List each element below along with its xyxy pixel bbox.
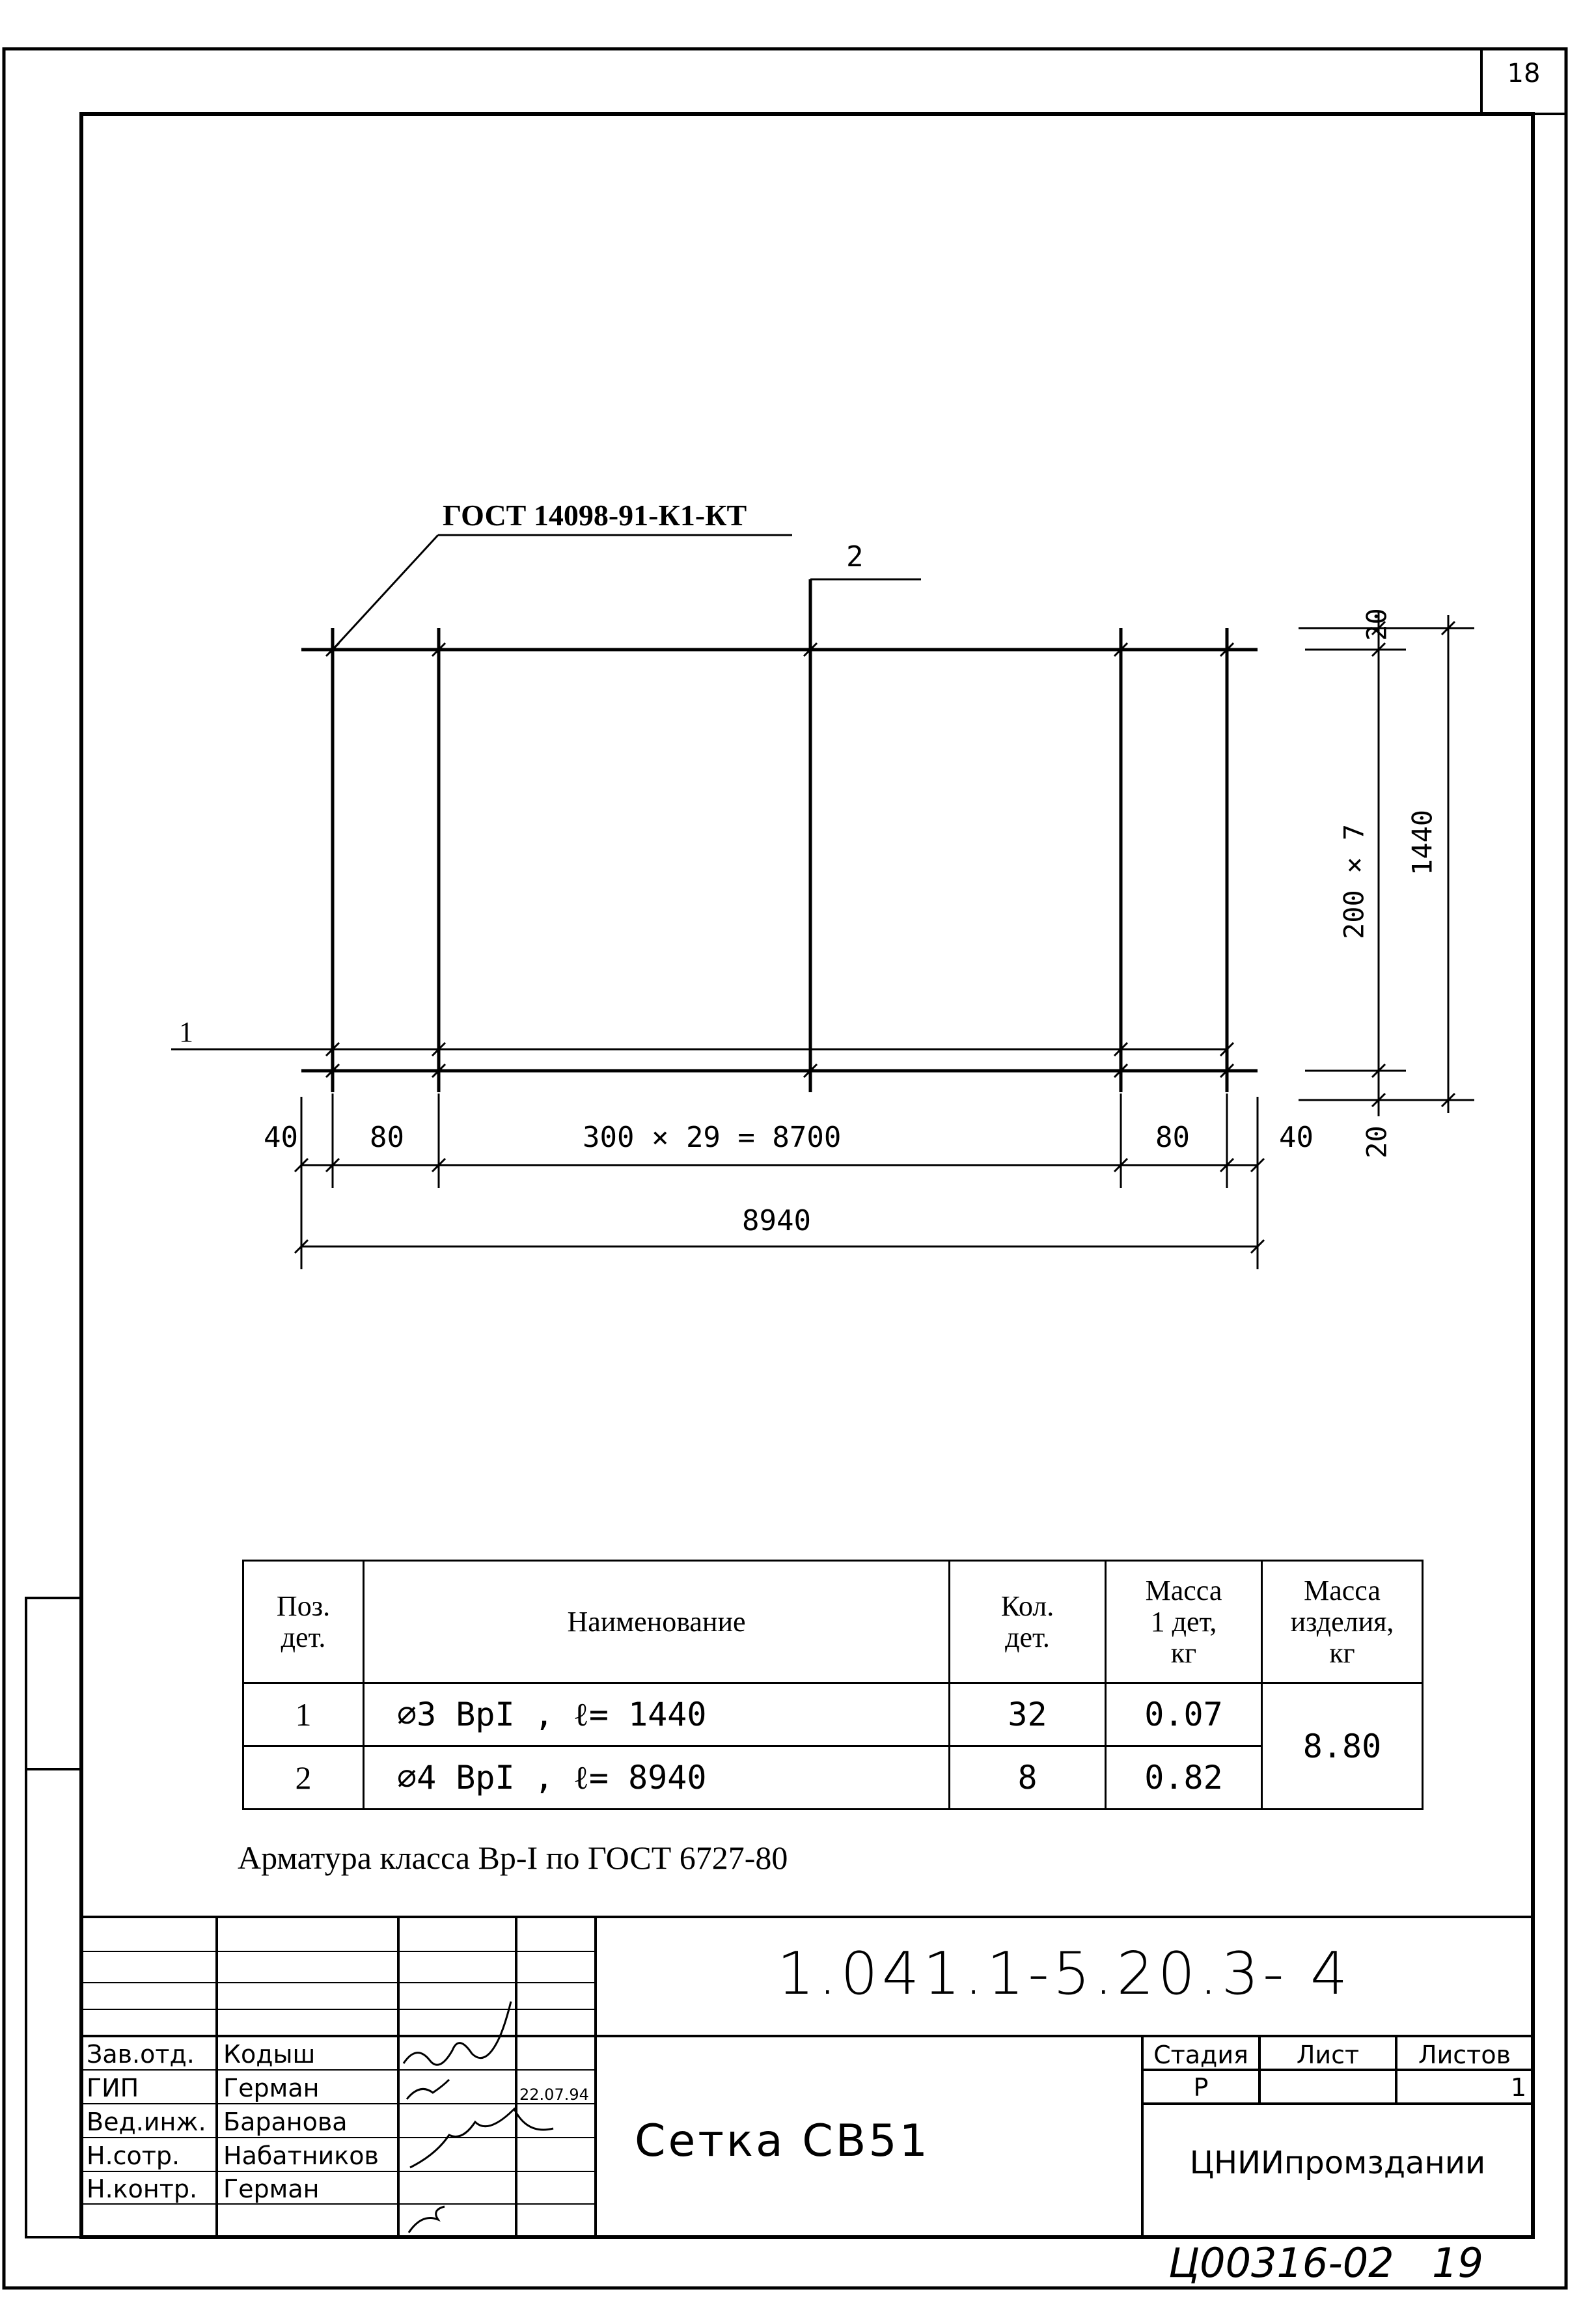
position-label-2: 2	[846, 540, 864, 573]
sheet-number-top: 18	[1507, 59, 1541, 89]
signer-name: Набатников	[223, 2141, 379, 2170]
signer-role: Вед.инж.	[87, 2108, 206, 2136]
row-name: ⌀4 ВрI , ℓ= 8940	[364, 1746, 950, 1810]
dim-left-gap: 80	[370, 1121, 404, 1154]
inner-frame	[81, 114, 1533, 2237]
row-qty: 8	[950, 1746, 1106, 1810]
table-header-row	[243, 1561, 1423, 1683]
archive-stamp: Ц00316-02	[1168, 2239, 1394, 2287]
archive-sheet-number: 19	[1432, 2239, 1483, 2287]
material-note: Арматура класса Вр-I по ГОСТ 6727-80	[238, 1839, 788, 1876]
dim-left-edge: 40	[264, 1121, 298, 1154]
stage-value: Р	[1193, 2073, 1209, 2102]
signer-role: ГИП	[87, 2074, 139, 2102]
mesh-bars	[301, 579, 1258, 1092]
header-qty: Кол. дет.	[950, 1561, 1106, 1683]
header-pos: Поз. дет.	[243, 1561, 364, 1683]
sheet-header: Лист	[1296, 2041, 1360, 2069]
stage-header: Стадия	[1153, 2041, 1248, 2069]
signer-role: Зав.отд.	[87, 2040, 195, 2069]
row-mass-one: 0.82	[1106, 1746, 1262, 1810]
dim-vertical-pitch: 200 × 7	[1338, 824, 1370, 940]
header-mass-total: Масса изделия, кг	[1262, 1561, 1423, 1683]
document-code: 1.041.1-5.20.3- 4	[777, 1940, 1352, 2008]
position-label-1: 1	[179, 1016, 193, 1048]
specification-table	[242, 1560, 1424, 1810]
signer-role: Н.сотр.	[87, 2141, 180, 2170]
dim-right-gap: 80	[1155, 1121, 1190, 1154]
signer-date: 22.07.94	[519, 2086, 589, 2104]
dim-overall-height: 1440	[1406, 809, 1438, 876]
dim-bottom-edge: 20	[1360, 1125, 1393, 1159]
signer-role: Н.контр.	[87, 2175, 198, 2203]
dim-top-edge: 20	[1360, 608, 1393, 641]
table-row	[243, 1746, 1423, 1810]
mass-total: 8.80	[1262, 1683, 1423, 1810]
product-name: Сетка СВ51	[635, 2115, 930, 2167]
sheets-header: Листов	[1418, 2041, 1511, 2069]
sheets-value: 1	[1510, 2073, 1526, 2102]
row-qty: 32	[950, 1683, 1106, 1746]
signer-name: Баранова	[223, 2108, 348, 2136]
dim-right-edge: 40	[1279, 1121, 1314, 1154]
header-mass-one: Масса 1 дет, кг	[1106, 1561, 1262, 1683]
row-mass-one: 0.07	[1106, 1683, 1262, 1746]
signer-name: Герман	[223, 2175, 320, 2203]
weld-callout: ГОСТ 14098-91-К1-КТ	[443, 499, 747, 532]
organization-name: ЦНИИпромздании	[1189, 2145, 1486, 2181]
signer-name: Кодыш	[223, 2040, 316, 2069]
header-name: Наименование	[364, 1561, 950, 1683]
row-name: ⌀3 ВрI , ℓ= 1440	[364, 1683, 950, 1746]
row-pos: 1	[243, 1683, 364, 1746]
dim-overall-length: 8940	[742, 1204, 811, 1237]
row-pos: 2	[243, 1746, 364, 1810]
signer-name: Герман	[223, 2074, 320, 2102]
dim-middle: 300 × 29 = 8700	[583, 1121, 842, 1154]
table-row	[243, 1683, 1423, 1746]
